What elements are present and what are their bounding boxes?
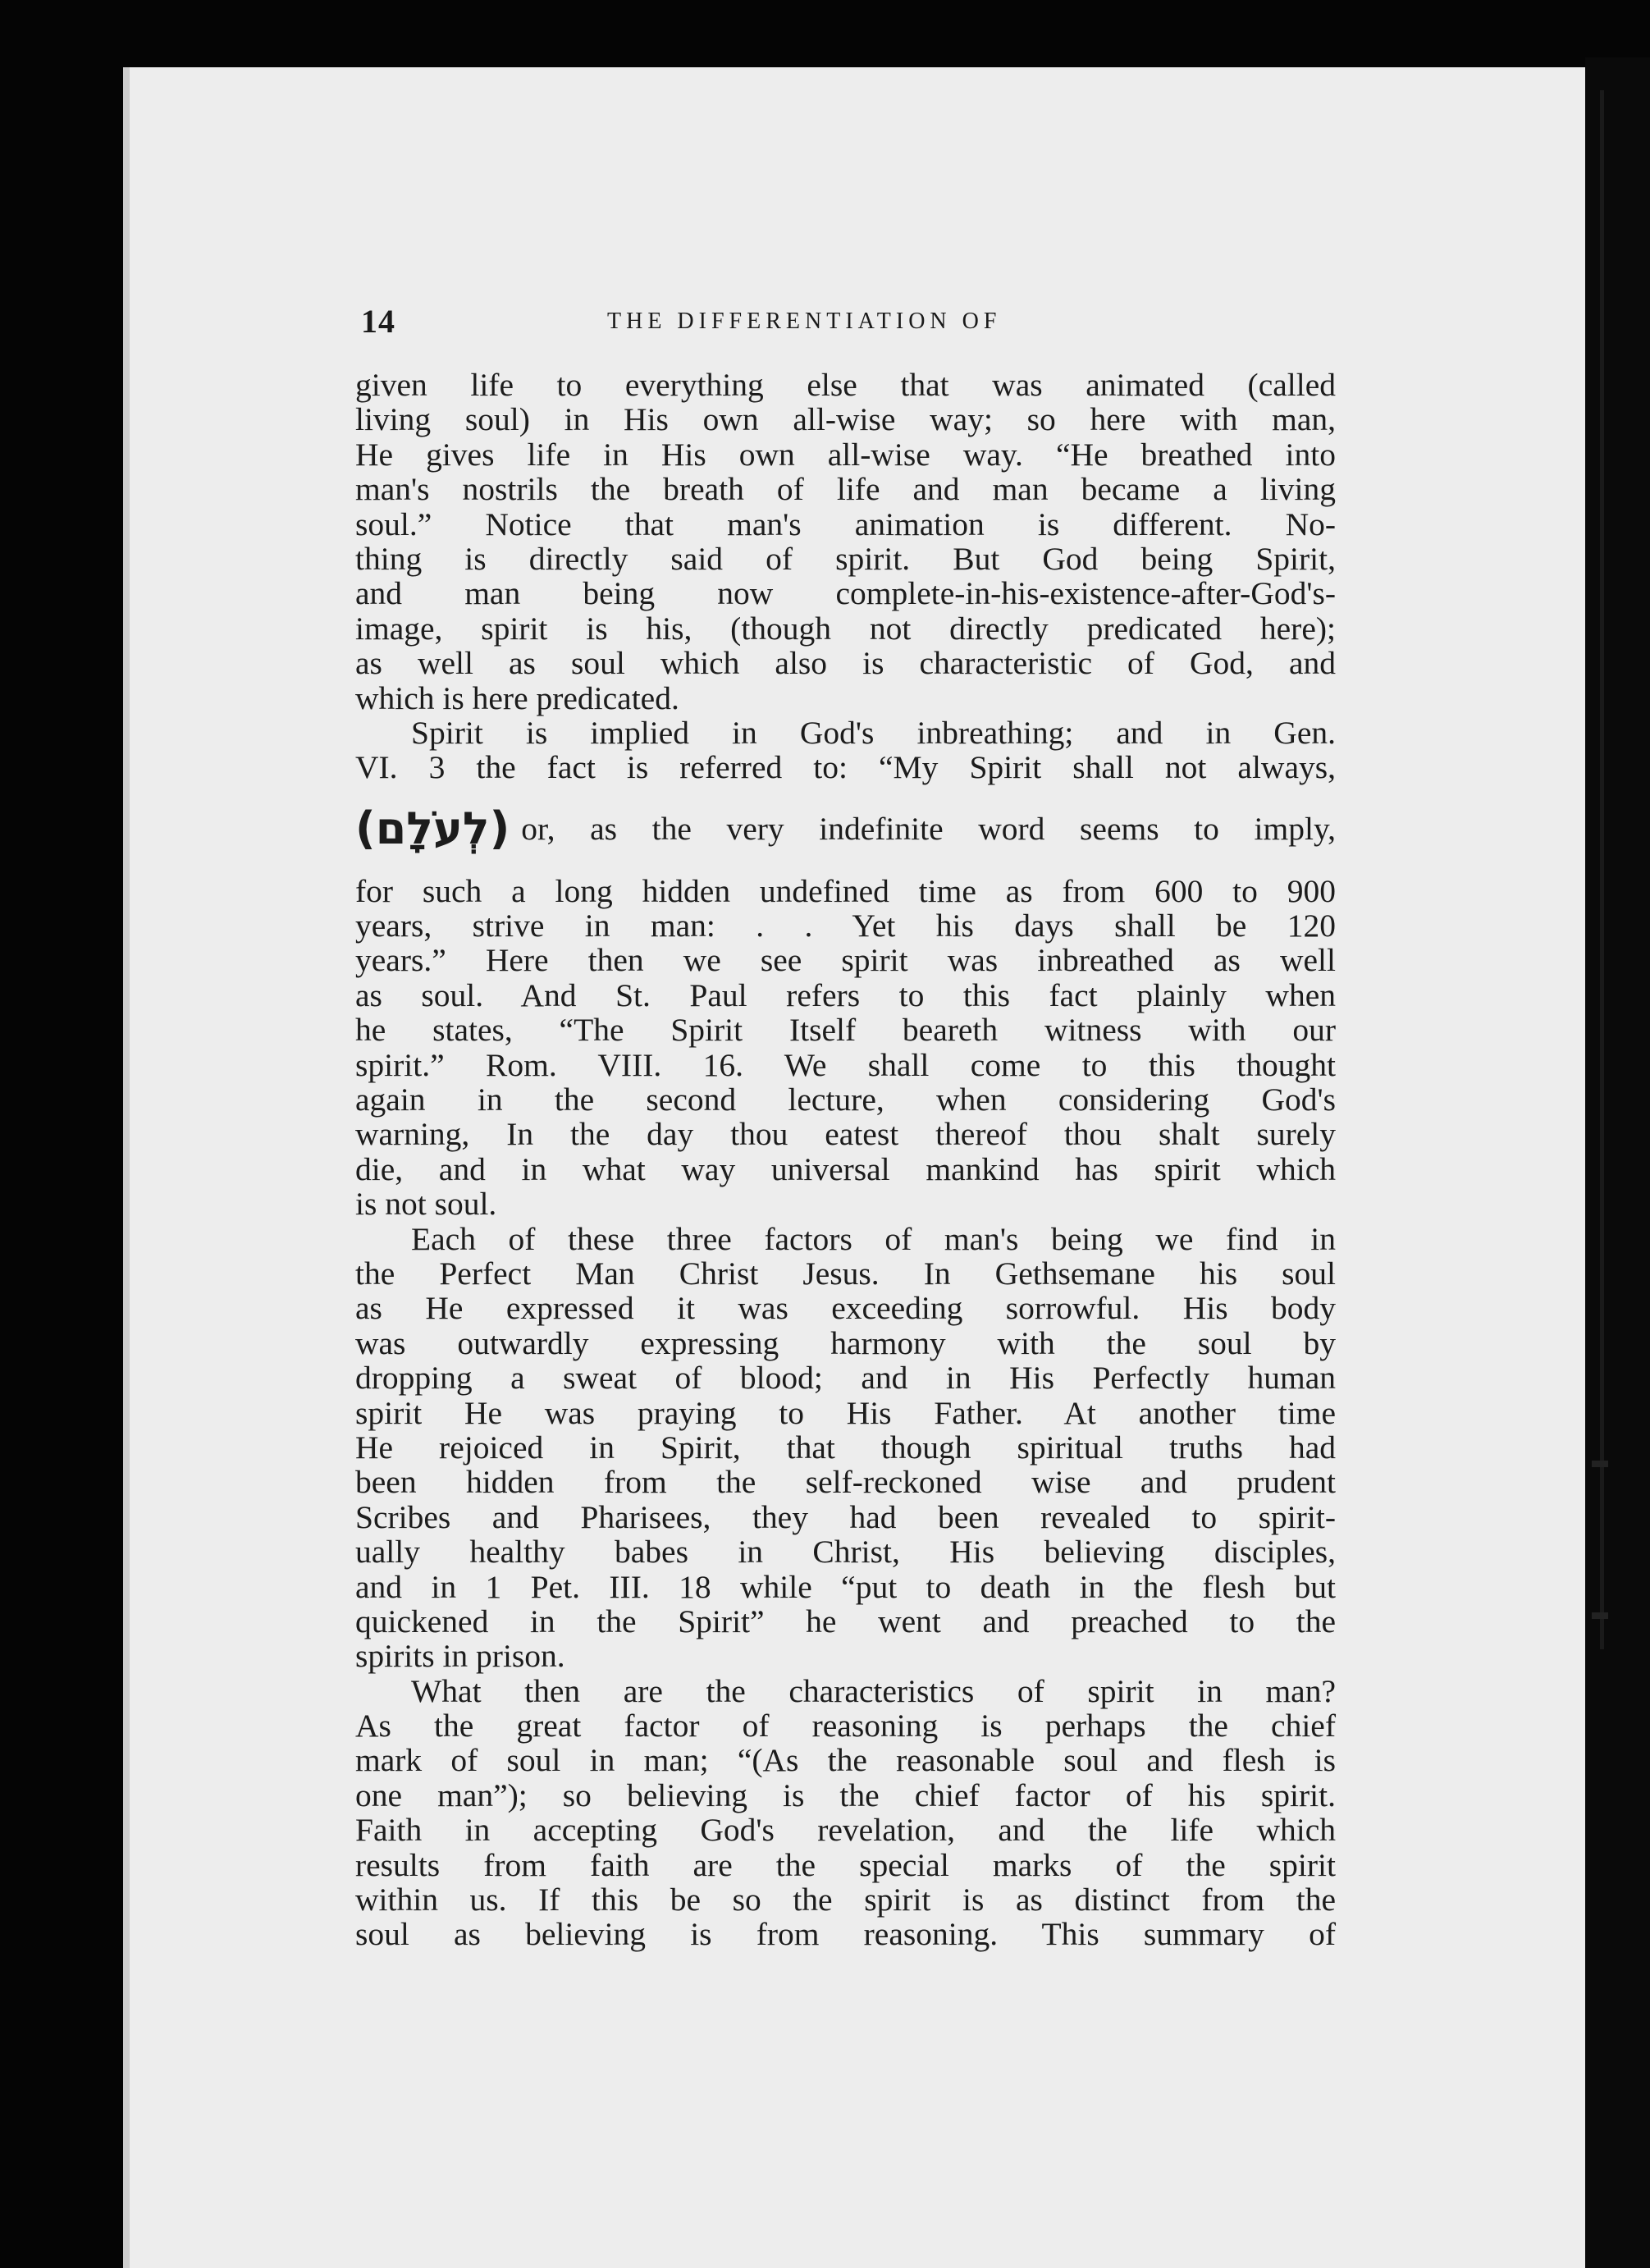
text-line: or, as the very indefinite word seems to imply, — [521, 811, 1336, 848]
text-line: soul as believing is from reasoning. This summary of — [355, 1916, 1336, 1953]
binding-mark — [1592, 1612, 1608, 1619]
text-line: and in 1 Pet. III. 18 while “put to death in the flesh but — [355, 1568, 1336, 1605]
text-line: What then are the characteristics of spirit in man? — [411, 1672, 1336, 1709]
text-line: which is here predicated. — [355, 679, 679, 716]
text-line: one man”); so believing is the chief factor of his spirit. — [355, 1776, 1336, 1813]
text-line: image, spirit is his, (though not directly predicated here); — [355, 610, 1336, 647]
text-line: for such a long hidden undefined time as from 600 to 900 — [355, 872, 1336, 909]
text-line: dropping a sweat of blood; and in His Perfectly human — [355, 1360, 1336, 1397]
running-title: THE DIFFERENTIATION OF — [607, 309, 1002, 334]
text-line: results from faith are the special marks of the spirit — [355, 1846, 1336, 1883]
binding-line — [1600, 90, 1604, 1649]
text-line: Faith in accepting God's revelation, and the life which — [355, 1812, 1336, 1849]
text-line: and man being now complete-in-his-existence-after-God's- — [355, 575, 1336, 612]
text-line: ually healthy babes in Christ, His believing disciples, — [355, 1534, 1336, 1571]
text-line: As the great factor of reasoning is perhaps the chief — [355, 1708, 1336, 1744]
text-line: warning, In the day thou eatest thereof thou shalt surely — [355, 1116, 1336, 1153]
hebrew-word: (לְעֹלָם) — [355, 802, 510, 855]
body-text — [355, 368, 1336, 1952]
text-line: as He expressed it was exceeding sorrowful. His body — [355, 1290, 1336, 1327]
binding-mark — [1592, 1461, 1608, 1467]
text-line: years.” Here then we see spirit was inbreathed as well — [355, 942, 1336, 979]
text-line: Scribes and Pharisees, they had been revealed to spirit- — [355, 1498, 1336, 1535]
text-line: He rejoiced in Spirit, that though spiritual truths had — [355, 1429, 1336, 1466]
text-line: given life to everything else that was animated (called — [355, 367, 1336, 403]
facing-page-edge — [1585, 57, 1650, 2268]
text-line: soul.” Notice that man's animation is different. No- — [355, 505, 1336, 542]
text-line: thing is directly said of spirit. But God being Spirit, — [355, 540, 1336, 577]
page-header — [361, 302, 1346, 351]
text-line: He gives life in His own all-wise way. “He breathed into — [355, 436, 1336, 473]
text-line: years, strive in man: . . Yet his days shall be 120 — [355, 908, 1336, 944]
text-line: die, and in what way universal mankind has spirit which — [355, 1150, 1336, 1187]
text-line: man's nostrils the breath of life and man became a living — [355, 471, 1336, 508]
text-line: mark of soul in man; “(As the reasonable soul and flesh is — [355, 1742, 1336, 1779]
text-line: within us. If this be so the spirit is as distinct from the — [355, 1882, 1336, 1918]
text-line: quickened in the Spirit” he went and preached to the — [355, 1603, 1336, 1639]
hebrew-line — [355, 792, 1336, 867]
text-line: the Perfect Man Christ Jesus. In Gethsemane his soul — [355, 1255, 1336, 1292]
text-line: been hidden from the self-reckoned wise and prudent — [355, 1464, 1336, 1501]
text-line: spirits in prison. — [355, 1638, 565, 1675]
text-line: as soul. And St. Paul refers to this fact plainly when — [355, 976, 1336, 1013]
text-line: Each of these three factors of man's being we find in — [411, 1220, 1336, 1257]
text-line: living soul) in His own all-wise way; so here with man, — [355, 401, 1336, 438]
text-line: again in the second lecture, when considering God's — [355, 1081, 1336, 1118]
text-line: was outwardly expressing harmony with the soul by — [355, 1324, 1336, 1361]
text-line: he states, “The Spirit Itself beareth witness with our — [355, 1012, 1336, 1049]
text-line: as well as soul which also is characteristic of God, and — [355, 645, 1336, 682]
text-line: is not soul. — [355, 1186, 497, 1223]
text-line: spirit.” Rom. VIII. 16. We shall come to this thought — [355, 1046, 1336, 1083]
text-line: Spirit is implied in God's inbreathing; and in Gen. — [411, 714, 1336, 751]
page-number: 14 — [361, 303, 395, 340]
text-line: spirit He was praying to His Father. At another time — [355, 1394, 1336, 1431]
text-line: VI. 3 the fact is referred to: “My Spirit shall not always, — [355, 749, 1336, 786]
